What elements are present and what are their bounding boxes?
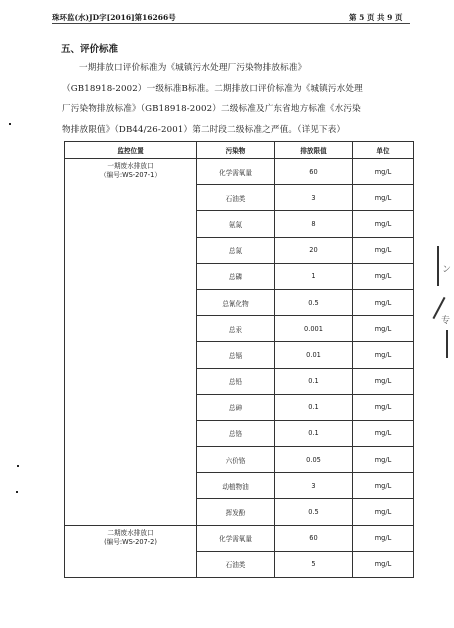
unit-cell: mg/L bbox=[353, 447, 414, 473]
pollutant-cell: 总氮 bbox=[197, 237, 275, 263]
location-name: 一期废水排放口 bbox=[107, 162, 154, 170]
paragraph-line: （GB18918-2002）一级标准B标准。二期排放口评价标准为《城镇污水处理 bbox=[62, 83, 363, 94]
unit-cell: mg/L bbox=[353, 551, 414, 577]
stamp-edge-stroke bbox=[437, 246, 439, 286]
unit-cell: mg/L bbox=[353, 368, 414, 394]
limit-cell: 8 bbox=[275, 211, 353, 237]
limit-cell: 0.1 bbox=[275, 394, 353, 420]
unit-cell: mg/L bbox=[353, 263, 414, 289]
header-location: 监控位置 bbox=[65, 142, 197, 159]
stamp-edge-char: ン bbox=[442, 265, 452, 275]
paragraph-line: 厂污染物排放标准》（GB18918-2002）二级标准及广东省地方标准《水污染 bbox=[62, 104, 361, 114]
section-title: 五、评价标准 bbox=[61, 44, 119, 55]
pollutant-cell: 总汞 bbox=[197, 316, 275, 342]
pollutant-cell: 挥发酚 bbox=[197, 499, 275, 525]
paragraph-line: 物排放限值》（DB44/26-2001）第二时段二级标准之严值。（详见下表） bbox=[62, 124, 346, 135]
unit-cell: mg/L bbox=[353, 316, 414, 342]
pollutant-cell: 总氰化物 bbox=[197, 289, 275, 315]
location-code: （编号:WS-207-1） bbox=[100, 171, 161, 179]
stamp-edge-char: 专 bbox=[441, 316, 451, 326]
location-cell-phase1 bbox=[65, 159, 197, 526]
pollutant-cell: 化学需氧量 bbox=[197, 159, 275, 185]
unit-cell: mg/L bbox=[353, 473, 414, 499]
location-code: (编号:WS-207-2) bbox=[104, 537, 157, 546]
table-row bbox=[65, 525, 414, 551]
limit-cell: 60 bbox=[275, 525, 353, 551]
pollutant-cell: 石油类 bbox=[197, 185, 275, 211]
location-cell-phase2 bbox=[65, 525, 197, 577]
unit-cell: mg/L bbox=[353, 394, 414, 420]
header-unit: 单位 bbox=[353, 142, 414, 159]
unit-cell: mg/L bbox=[353, 159, 414, 185]
unit-cell: mg/L bbox=[353, 420, 414, 446]
header-divider bbox=[52, 23, 410, 24]
scan-speck bbox=[9, 123, 11, 125]
scan-speck bbox=[17, 465, 19, 467]
pollutant-cell: 动植物油 bbox=[197, 473, 275, 499]
pollutant-cell: 石油类 bbox=[197, 551, 275, 577]
limit-cell: 0.1 bbox=[275, 420, 353, 446]
scan-speck bbox=[16, 491, 18, 493]
limit-cell: 5 bbox=[275, 551, 353, 577]
stamp-edge-stroke bbox=[446, 330, 448, 358]
limit-cell: 3 bbox=[275, 473, 353, 499]
unit-cell: mg/L bbox=[353, 211, 414, 237]
evaluation-paragraph bbox=[62, 58, 407, 140]
page-indicator: 第 5 页 共 9 页 bbox=[349, 13, 403, 22]
header-limit: 排放限值 bbox=[275, 142, 353, 159]
unit-cell: mg/L bbox=[353, 185, 414, 211]
limit-cell: 0.05 bbox=[275, 447, 353, 473]
pollutant-cell: 总铬 bbox=[197, 420, 275, 446]
limit-cell: 3 bbox=[275, 185, 353, 211]
unit-cell: mg/L bbox=[353, 237, 414, 263]
paragraph-line: 一期排放口评价标准为《城镇污水处理厂污染物排放标准》 bbox=[79, 63, 307, 73]
pollutant-cell: 六价铬 bbox=[197, 447, 275, 473]
unit-cell: mg/L bbox=[353, 342, 414, 368]
document-number: 珠环监(水)JD字[2016]第16266号 bbox=[52, 13, 176, 22]
limit-cell: 60 bbox=[275, 159, 353, 185]
limit-cell: 20 bbox=[275, 237, 353, 263]
pollutant-cell: 总镉 bbox=[197, 342, 275, 368]
unit-cell: mg/L bbox=[353, 499, 414, 525]
table-row bbox=[65, 159, 414, 185]
limit-cell: 0.5 bbox=[275, 289, 353, 315]
location-name: 二期废水排放口 bbox=[107, 528, 154, 537]
pollutant-cell: 化学需氧量 bbox=[197, 525, 275, 551]
standards-table bbox=[64, 141, 414, 578]
unit-cell: mg/L bbox=[353, 525, 414, 551]
limit-cell: 0.5 bbox=[275, 499, 353, 525]
limit-cell: 0.1 bbox=[275, 368, 353, 394]
table-header-row bbox=[65, 142, 414, 159]
pollutant-cell: 总铅 bbox=[197, 368, 275, 394]
pollutant-cell: 总砷 bbox=[197, 394, 275, 420]
limit-cell: 1 bbox=[275, 263, 353, 289]
unit-cell: mg/L bbox=[353, 289, 414, 315]
header-pollutant: 污染物 bbox=[197, 142, 275, 159]
limit-cell: 0.001 bbox=[275, 316, 353, 342]
pollutant-cell: 氨氮 bbox=[197, 211, 275, 237]
pollutant-cell: 总磷 bbox=[197, 263, 275, 289]
limit-cell: 0.01 bbox=[275, 342, 353, 368]
